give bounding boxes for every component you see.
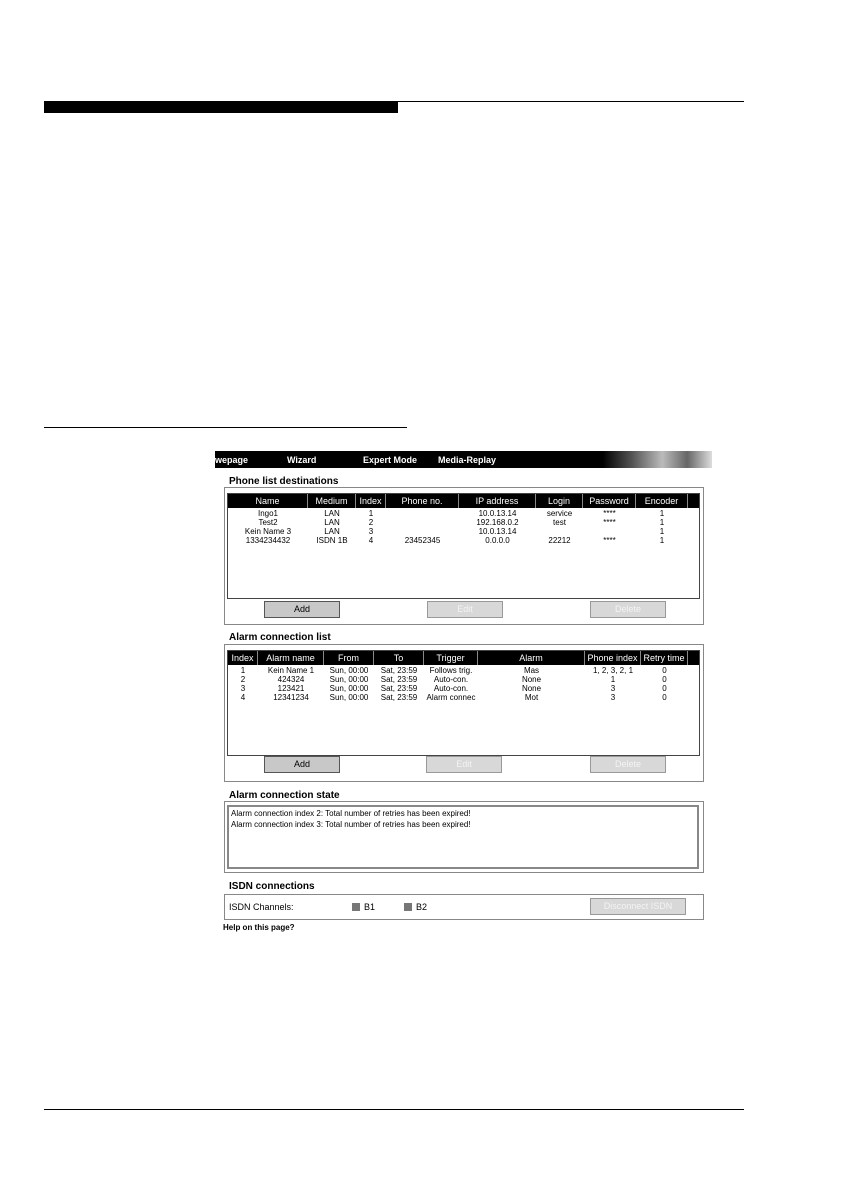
col-header-retry-time[interactable]: Retry time bbox=[641, 651, 688, 665]
help-link[interactable]: Help on this page? bbox=[223, 923, 295, 932]
col-header-alarm-name[interactable]: Alarm name bbox=[258, 651, 324, 665]
phone-cell[interactable] bbox=[583, 527, 636, 536]
nav-item-livepage[interactable]: wepage bbox=[215, 455, 249, 465]
alarm-cell[interactable]: Sat, 23:59 bbox=[380, 675, 418, 684]
nav-item-wizard[interactable]: Wizard bbox=[287, 455, 317, 465]
phone-cell[interactable]: ISDN 1B bbox=[316, 536, 348, 545]
alarm-cell[interactable]: 3 bbox=[610, 684, 616, 693]
alarm-state-title: Alarm connection state bbox=[229, 790, 340, 801]
alarm-cell[interactable]: 4 bbox=[240, 693, 246, 702]
alarm-cell[interactable]: 123421 bbox=[277, 684, 305, 693]
phone-list-header bbox=[228, 494, 699, 508]
phone-edit-button[interactable]: Edit bbox=[427, 601, 503, 618]
phone-cell[interactable]: test bbox=[553, 518, 566, 527]
alarm-cell[interactable]: Sat, 23:59 bbox=[380, 666, 418, 675]
phone-cell[interactable]: 1 bbox=[659, 527, 665, 536]
alarm-cell[interactable]: 0 bbox=[662, 666, 667, 675]
phone-add-button[interactable]: Add bbox=[264, 601, 340, 618]
alarm-cell[interactable]: Kein Name 1 bbox=[267, 666, 315, 675]
phone-cell[interactable]: **** bbox=[603, 518, 616, 527]
alarm-list-table bbox=[227, 650, 700, 756]
phone-cell[interactable]: 1334234432 bbox=[245, 536, 291, 545]
col-header-alarm[interactable]: Alarm bbox=[478, 651, 585, 665]
phone-cell[interactable]: 1 bbox=[659, 509, 665, 518]
alarm-cell[interactable]: 1, 2, 3, 2, 1 bbox=[592, 666, 634, 675]
phone-cell[interactable]: 2 bbox=[368, 518, 374, 527]
alarm-cell[interactable]: 0 bbox=[662, 684, 667, 693]
isdn-channels-label: ISDN Channels: bbox=[229, 902, 294, 912]
alarm-cell[interactable]: Mas bbox=[523, 666, 540, 675]
col-header-password[interactable]: Password bbox=[583, 494, 636, 508]
phone-cell[interactable]: 192.168.0.2 bbox=[476, 518, 519, 527]
alarm-cell[interactable]: Sun, 00:00 bbox=[329, 666, 369, 675]
footer-rule bbox=[44, 1109, 744, 1110]
alarm-cell[interactable]: 1 bbox=[240, 666, 246, 675]
phone-cell[interactable]: Test2 bbox=[258, 518, 278, 527]
alarm-cell[interactable]: Sun, 00:00 bbox=[329, 675, 369, 684]
alarm-add-button[interactable]: Add bbox=[264, 756, 340, 773]
phone-cell[interactable]: LAN bbox=[324, 518, 340, 527]
phone-cell[interactable]: 1 bbox=[659, 536, 665, 545]
phone-cell[interactable]: 23452345 bbox=[404, 536, 441, 545]
phone-list-panel bbox=[224, 487, 704, 625]
col-header-from[interactable]: From bbox=[324, 651, 374, 665]
phone-list-title: Phone list destinations bbox=[229, 476, 339, 487]
col-header-index[interactable]: Index bbox=[228, 651, 258, 665]
isdn-title: ISDN connections bbox=[229, 881, 315, 892]
alarm-delete-button[interactable]: Delete bbox=[590, 756, 666, 773]
alarm-cell[interactable]: None bbox=[521, 684, 542, 693]
alarm-cell[interactable]: Auto-con. bbox=[433, 684, 469, 693]
alarm-cell[interactable]: Sun, 00:00 bbox=[329, 693, 369, 702]
col-header-ip-address[interactable]: IP address bbox=[459, 494, 536, 508]
channel-b1-indicator bbox=[352, 903, 360, 911]
alarm-cell[interactable]: Sat, 23:59 bbox=[380, 693, 418, 702]
nav-item-expert-mode[interactable]: Expert Mode bbox=[363, 455, 418, 465]
web-interface-screenshot bbox=[215, 451, 712, 933]
alarm-cell[interactable]: 2 bbox=[240, 675, 246, 684]
phone-list-table bbox=[227, 493, 700, 599]
alarm-cell[interactable]: Sat, 23:59 bbox=[380, 684, 418, 693]
alarm-cell[interactable]: 0 bbox=[662, 675, 667, 684]
isdn-panel bbox=[224, 894, 704, 920]
phone-cell[interactable]: 4 bbox=[368, 536, 374, 545]
alarm-state-textarea[interactable] bbox=[227, 805, 699, 869]
nav-bar bbox=[215, 451, 712, 468]
phone-cell[interactable]: service bbox=[546, 509, 573, 518]
alarm-cell[interactable]: 0 bbox=[662, 693, 667, 702]
header-black-bar bbox=[44, 101, 398, 113]
alarm-list-panel bbox=[224, 644, 704, 782]
alarm-cell[interactable]: 12341234 bbox=[273, 693, 309, 702]
phone-cell[interactable]: 22212 bbox=[548, 536, 571, 545]
alarm-state-panel bbox=[224, 801, 704, 873]
phone-cell[interactable]: Kein Name 3 bbox=[244, 527, 292, 536]
alarm-cell[interactable]: Sun, 00:00 bbox=[329, 684, 369, 693]
phone-cell[interactable]: 1 bbox=[368, 509, 374, 518]
phone-cell[interactable]: 0.0.0.0 bbox=[485, 536, 510, 545]
alarm-cell[interactable]: Auto-con. bbox=[433, 675, 469, 684]
phone-cell[interactable]: 1 bbox=[659, 518, 665, 527]
alarm-list-title: Alarm connection list bbox=[229, 632, 331, 643]
col-header-login[interactable]: Login bbox=[536, 494, 583, 508]
col-header-phone-no[interactable]: Phone no. bbox=[386, 494, 459, 508]
phone-cell[interactable]: Ingo1 bbox=[257, 509, 279, 518]
col-header-trigger[interactable]: Trigger bbox=[424, 651, 478, 665]
nav-item-media-replay[interactable]: Media-Replay bbox=[438, 455, 497, 465]
col-header-name[interactable]: Name bbox=[228, 494, 308, 508]
phone-cell[interactable] bbox=[386, 518, 459, 527]
phone-cell[interactable] bbox=[386, 527, 459, 536]
phone-cell[interactable]: **** bbox=[603, 509, 616, 518]
phone-cell[interactable]: 3 bbox=[368, 527, 374, 536]
channel-b2-indicator bbox=[404, 903, 412, 911]
alarm-list-header bbox=[228, 651, 699, 665]
alarm-cell[interactable]: 3 bbox=[610, 693, 616, 702]
phone-cell[interactable]: **** bbox=[603, 536, 616, 545]
section-rule bbox=[44, 427, 407, 428]
col-header-phone-index[interactable]: Phone index bbox=[585, 651, 641, 665]
alarm-cell[interactable]: Mot bbox=[524, 693, 539, 702]
channel-b2-label: B2 bbox=[416, 902, 428, 912]
alarm-cell[interactable]: Follows trig. bbox=[429, 666, 473, 675]
alarm-cell[interactable]: 1 bbox=[610, 675, 616, 684]
alarm-cell[interactable]: Alarm connec bbox=[426, 693, 476, 702]
channel-b1-label: B1 bbox=[364, 902, 376, 912]
phone-cell[interactable]: 10.0.13.14 bbox=[478, 509, 517, 518]
phone-cell[interactable] bbox=[536, 527, 583, 536]
col-header-medium[interactable]: Medium bbox=[308, 494, 356, 508]
phone-delete-button[interactable]: Delete bbox=[590, 601, 666, 618]
phone-cell[interactable]: 10.0.13.14 bbox=[478, 527, 517, 536]
phone-cell[interactable] bbox=[386, 509, 459, 518]
col-header-encoder[interactable]: Encoder bbox=[636, 494, 688, 508]
col-header-to[interactable]: To bbox=[374, 651, 424, 665]
alarm-cell[interactable]: None bbox=[521, 675, 542, 684]
alarm-state-message: Alarm connection index 2: Total number of retries has been expired! bbox=[231, 809, 471, 818]
disconnect-isdn-button[interactable]: Disconnect ISDN bbox=[590, 898, 686, 915]
col-header-index[interactable]: Index bbox=[356, 494, 386, 508]
alarm-cell[interactable]: 424324 bbox=[277, 675, 305, 684]
alarm-cell[interactable]: 3 bbox=[240, 684, 246, 693]
phone-cell[interactable]: LAN bbox=[324, 527, 340, 536]
alarm-state-message: Alarm connection index 3: Total number of retries has been expired! bbox=[231, 820, 471, 829]
alarm-edit-button[interactable]: Edit bbox=[426, 756, 502, 773]
header-rule bbox=[398, 101, 744, 102]
phone-cell[interactable]: LAN bbox=[324, 509, 340, 518]
